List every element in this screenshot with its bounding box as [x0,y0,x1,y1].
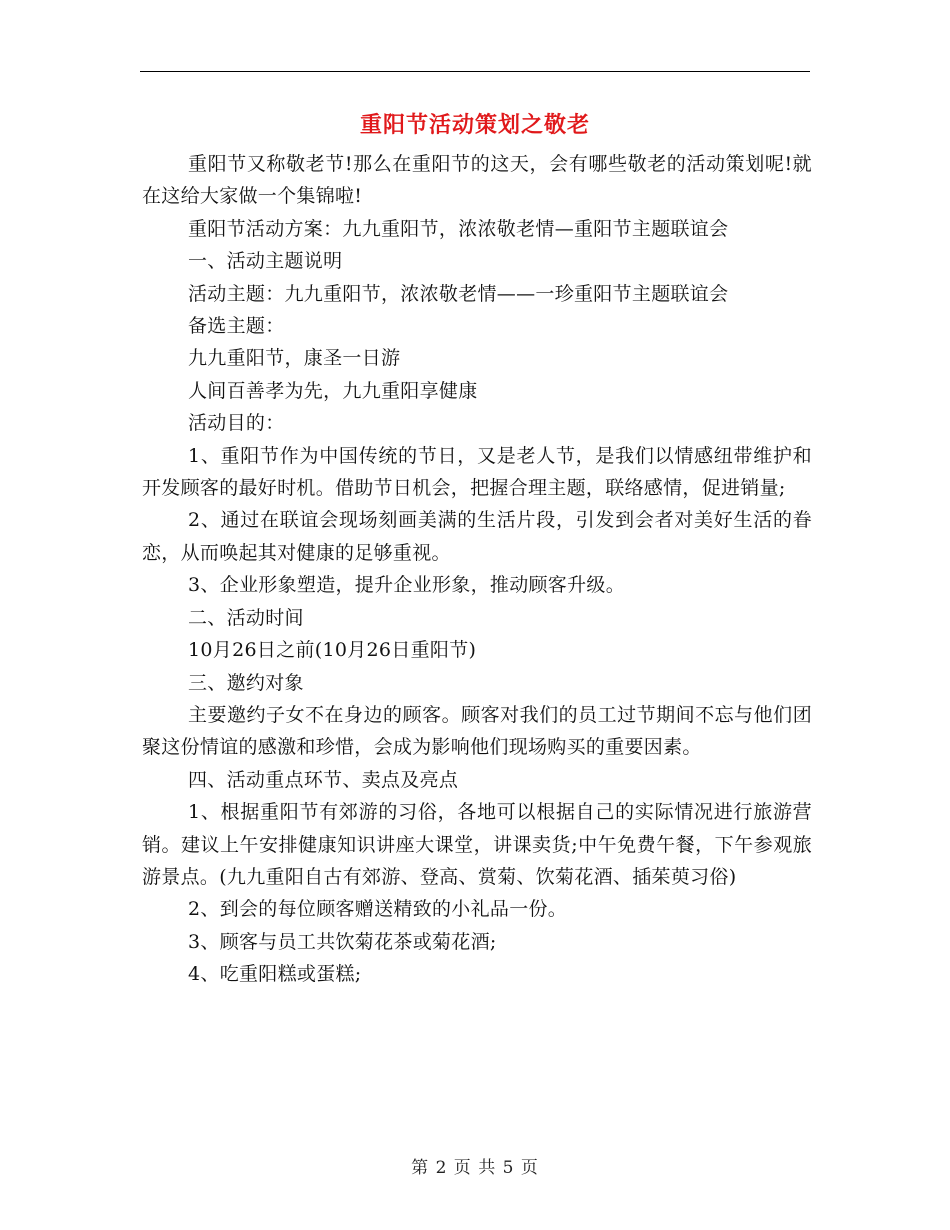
paragraph-purpose-1: 1、重阳节作为中国传统的节日，又是老人节，是我们以情感纽带维护和开发顾客的最好时机。借助节日机会，把握合理主题，联络感情，促进销量; [142,444,812,500]
paragraph-alt-theme-1: 九九重阳节，康圣一日游 [188,347,401,370]
document-title: 重阳节活动策划之敬老 [359,112,590,138]
paragraph-intro: 重阳节又称敬老节!那么在重阳节的这天，会有哪些敬老的活动策划呢!就在这给大家做一个集锦啦! [142,153,812,208]
paragraph-alt-theme-2: 人间百善孝为先，九九重阳享健康 [188,379,478,402]
paragraph-time: 10月26日之前(10月26日重阳节) [188,639,477,662]
paragraph-purpose-label: 活动目的： [188,412,285,435]
page-indicator: 第 2 页 共 5 页 [411,1158,539,1178]
paragraph-plan-title: 重阳节活动方案：九九重阳节，浓浓敬老情—重阳节主题联谊会 [188,217,729,240]
paragraph-invitees: 主要邀约子女不在身边的顾客。顾客对我们的员工过节期间不忘与他们团聚这份情谊的感激和珍惜，会成为影响他们现场购买的重要因素。 [142,703,812,759]
document-body [142,148,812,991]
header-rule [140,71,810,72]
paragraph-highlight-1: 1、根据重阳节有郊游的习俗，各地可以根据自己的实际情况进行旅游营销。建议上午安排健康知识讲座大课堂，讲课卖货;中午免费午餐，下午参观旅游景点。(九九重阳自古有郊游、登高、赏菊、饮菊花酒、插茱萸习俗) [142,801,812,888]
paragraph-alt-theme-label: 备选主题： [188,315,285,338]
section-heading-invitees: 三、邀约对象 [188,671,304,694]
paragraph-theme: 活动主题：九九重阳节，浓浓敬老情——一珍重阳节主题联谊会 [188,282,729,305]
paragraph-highlight-3: 3、顾客与员工共饮菊花茶或菊花酒; [188,930,497,953]
paragraph-purpose-2: 2、通过在联谊会现场刻画美满的生活片段，引发到会者对美好生活的眷恋，从而唤起其对健康的足够重视。 [142,509,812,564]
section-heading-time: 二、活动时间 [188,606,304,629]
section-heading-highlights: 四、活动重点环节、卖点及亮点 [188,768,459,791]
paragraph-purpose-3: 3、企业形象塑造，提升企业形象，推动顾客升级。 [188,574,625,597]
paragraph-highlight-4: 4、吃重阳糕或蛋糕; [188,963,362,986]
section-heading-theme: 一、活动主题说明 [188,250,343,273]
paragraph-highlight-2: 2、到会的每位顾客赠送精致的小礼品一份。 [188,898,568,921]
